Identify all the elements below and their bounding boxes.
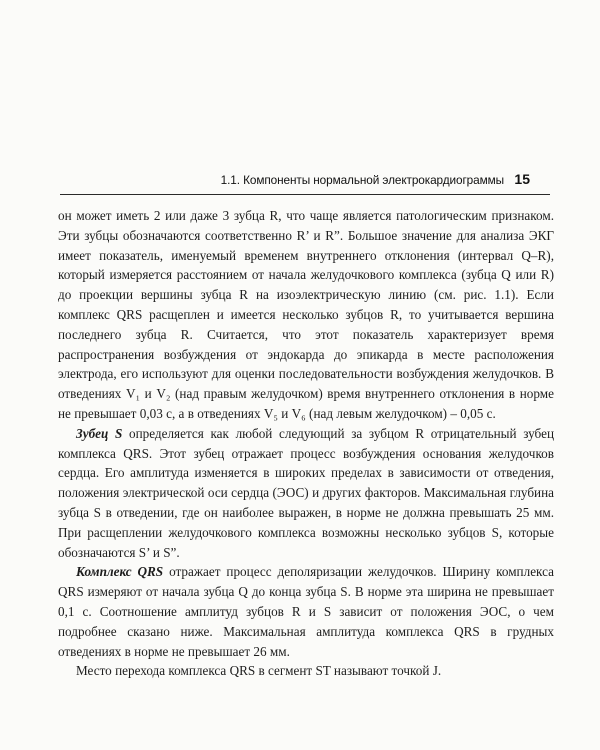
term-s-wave: Зубец S <box>76 425 123 441</box>
paragraph-4-text: Место перехода комплекса QRS в сегмент ST называют точкой J. <box>76 663 442 679</box>
body-text <box>58 206 554 681</box>
paragraph-2-text: определяется как любой следующий за зубцом R отрицательный зубец комплекса QRS. Этот зубец отражает процесс возбуждения основания желудочков сердца. Его амплитуда изменяется в широких пределах в зависимости от отведения, положения электрической оси сердца (ЭОС) и других факторов. Максимальная глубина зубца S в отведении, где он наиболее выражен, в норме не должна превышать 25 мм. При расщеплении желудочкового комплекса возможны несколько зубцов S, которые обозначаются S’ и S”. <box>58 425 555 560</box>
paragraph-4 <box>58 661 554 681</box>
running-header <box>0 172 600 190</box>
paragraph-3 <box>58 562 554 661</box>
page-number: 15 <box>514 171 530 187</box>
paragraph-1 <box>58 206 554 424</box>
section-title: 1.1. Компоненты нормальной электрокардиограммы <box>220 173 504 187</box>
term-qrs-complex: Комплекс QRS <box>76 564 164 580</box>
paragraph-3-text: отражает процесс деполяризации желудочков. Ширину комплекса QRS измеряют от начала зубца Q до конца зубца S. В норме эта ширина не превышает 0,1 с. Соотношение амплитуд зубцов R и S зависит от положения ЭОС, о чем подробнее сказано ниже. Максимальная амплитуда комплекса QRS в грудных отведениях в норме не превышает 26 мм. <box>58 564 554 659</box>
header-rule <box>60 194 550 195</box>
paragraph-2 <box>58 424 554 563</box>
paragraph-1-text: он может иметь 2 или даже 3 зубца R, что чаще является патологическим признаком. Эти зубцы обозначаются соответственно R’ и R”. Большое значение для анализа ЭКГ имеет показатель, именуемый временем внутреннего отклонения (интервал Q–R), который измеряется расстоянием от начала желудочкового комплекса (зубца Q или R) до проекции вершины зубца R на изоэлектрическую линию (см. рис. 1.1). Если комплекс QRS расщеплен и имеется несколько зубцов R, то учитывается вершина последнего зубца R. Считается, что этот показатель характеризует время распространения возбуждения от эндокарда до эпикарда в месте расположения электрода, его используют для оценки последовательности возбуждения желудочков. В отведениях V₁ и V₂ (над правым желудочком) время внутреннего отклонения в норме не превышает 0,03 с, а в отведениях V₅ и V₆ (над левым желудочком) – 0,05 с. <box>58 208 554 421</box>
